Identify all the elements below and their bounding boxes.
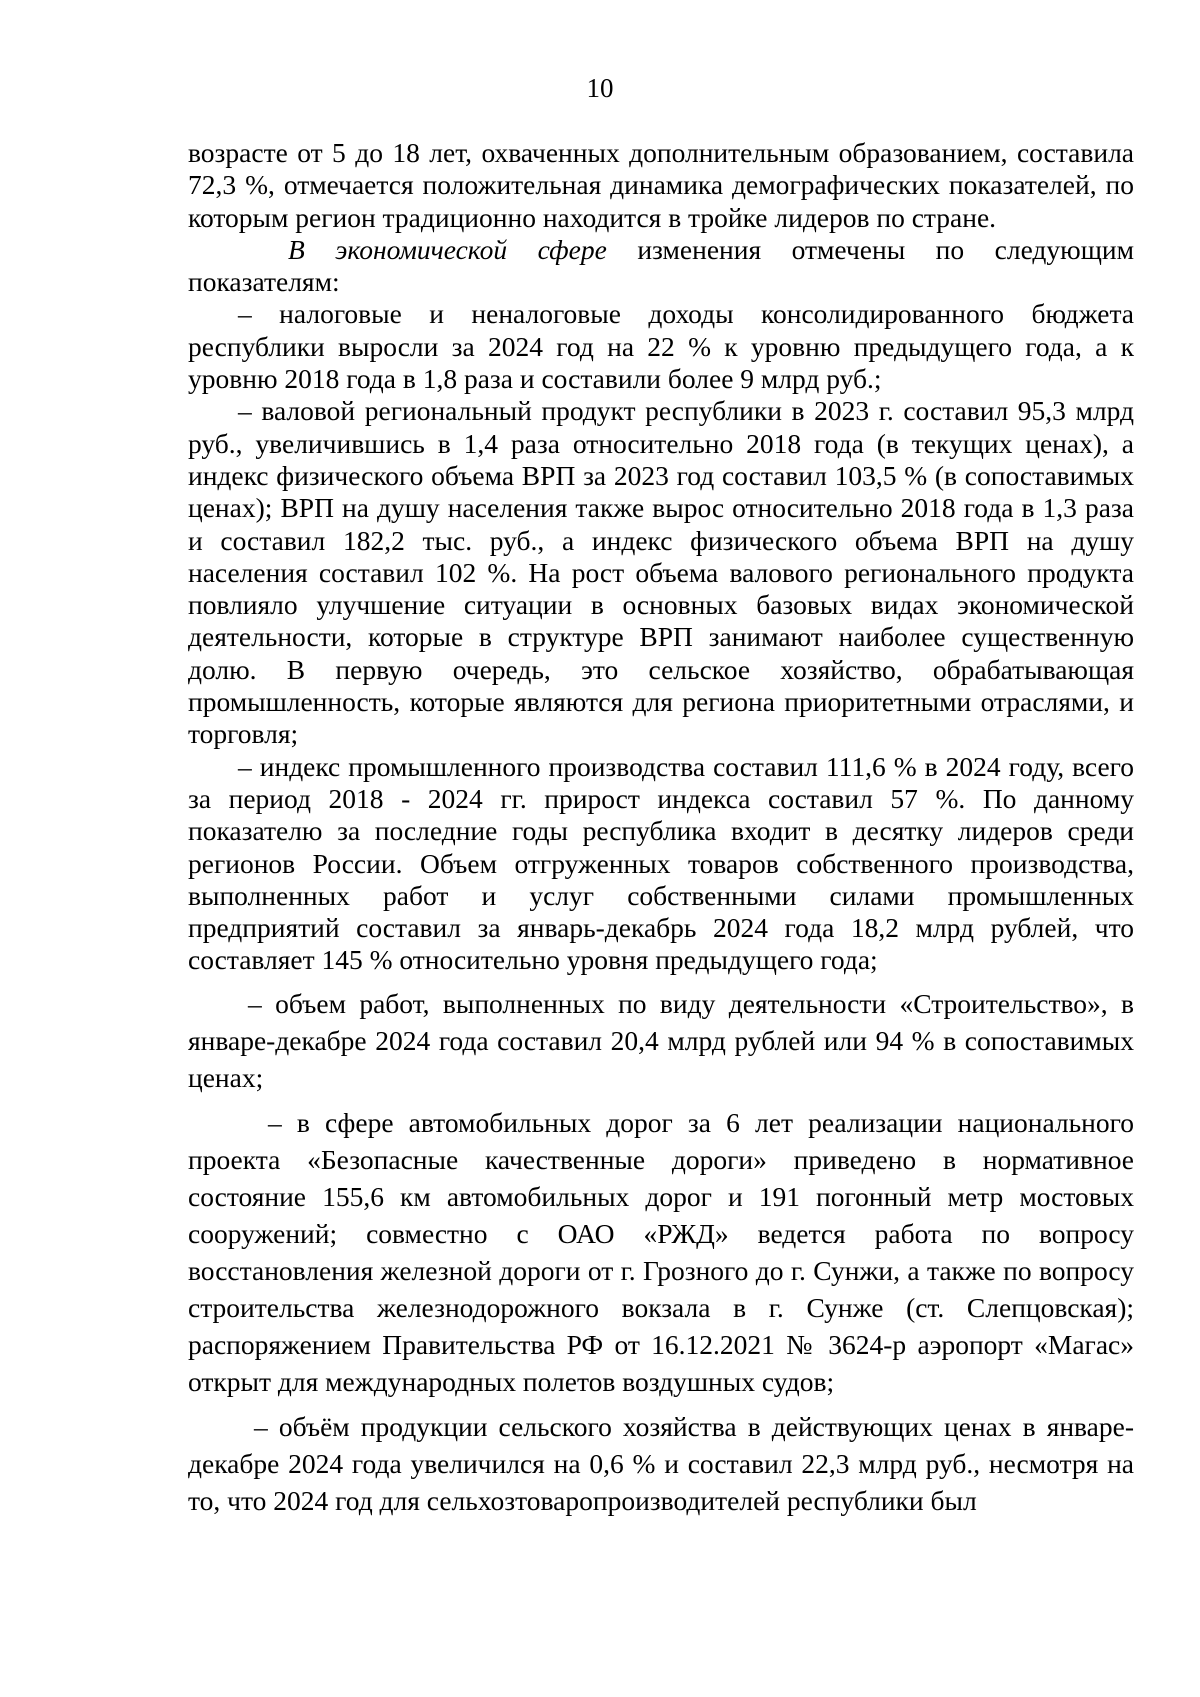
paragraph-education-demography: возрасте от 5 до 18 лет, охваченных дополнительным образованием, составила 72,3 %, отмечается положительная динамика демографических показателей, по которым регион традиционно находится в тройке лидеров по стране. <box>188 137 1134 233</box>
economic-intro-text: изменения отмечены по следующим показателям: <box>188 233 1134 298</box>
paragraph-construction: – объем работ, выполненных по виду деятельности «Строительство», в январе-декабре 2024 года составил 20,4 млрд рублей или 94 % в сопоставимых ценах; <box>188 987 1134 1093</box>
paragraph-agriculture: – объём продукции сельского хозяйства в действующих ценах в январе-декабре 2024 года увеличился на 0,6 % и составил 22,3 млрд руб., несмотря на то, что 2024 год для сельхозтоваропроизводителей республики был <box>188 1410 1134 1516</box>
document-body <box>188 137 1134 1519</box>
paragraph-grp: – валовой региональный продукт республики в 2023 г. составил 95,3 млрд руб., увеличившись в 1,4 раза относительно 2018 года (в текущих ценах), а индекс физического объема ВРП за 2023 год составил 103,5 % (в сопоставимых ценах); ВРП на душу населения также вырос относительно 2018 года в 1,3 раза и составил 182,2 тыс. руб., а индекс физического объема ВРП на душу населения составил 102 %. На рост объема валового регионального продукта повлияло улучшение ситуации в основных базовых видах экономической деятельности, которые в структуре ВРП занимают наиболее существенную долю. В первую очередь, это сельское хозяйство, обрабатывающая промышленность, которые являются для региона приоритетными отраслями, и торговля; <box>188 395 1134 750</box>
page-number: 10 <box>586 73 614 103</box>
paragraph-budget-revenue: – налоговые и неналоговые доходы консолидированного бюджета республики выросли за 2024 год на 22 % к уровню предыдущего года, а к уровню 2018 года в 1,8 раза и составили более 9 млрд руб.; <box>188 298 1134 395</box>
economic-sphere-emphasis: В экономической сфере <box>288 233 607 265</box>
paragraph-roads: – в сфере автомобильных дорог за 6 лет реализации национального проекта «Безопасные качественные дороги» приведено в нормативное состояние 155,6 км автомобильных дорог и 191 погонный метр мостовых сооружений; совместно с ОАО «РЖД» ведется работа по вопросу восстановления железной дороги от г. Грозного до г. Сунжи, а также по вопросу строительства железнодорожного вокзала в г. Сунже (ст. Слепцовская); распоряжением Правительства РФ от 16.12.2021 № 3624-р аэропорт «Магас» открыт для международных полетов воздушных судов; <box>188 1106 1134 1397</box>
paragraph-economic-intro <box>188 234 1134 299</box>
paragraph-industrial-index: – индекс промышленного производства составил 111,6 % в 2024 году, всего за период 2018 - 2024 гг. прирост индекса составил 57 %. По данному показателю за последние годы республика входит в десятку лидеров среди регионов России. Объем отгруженных товаров собственного производства, выполненных работ и услуг собственными силами промышленных предприятий составил за январь-декабрь 2024 года 18,2 млрд рублей, что составляет 145 % относительно уровня предыдущего года; <box>188 750 1134 976</box>
